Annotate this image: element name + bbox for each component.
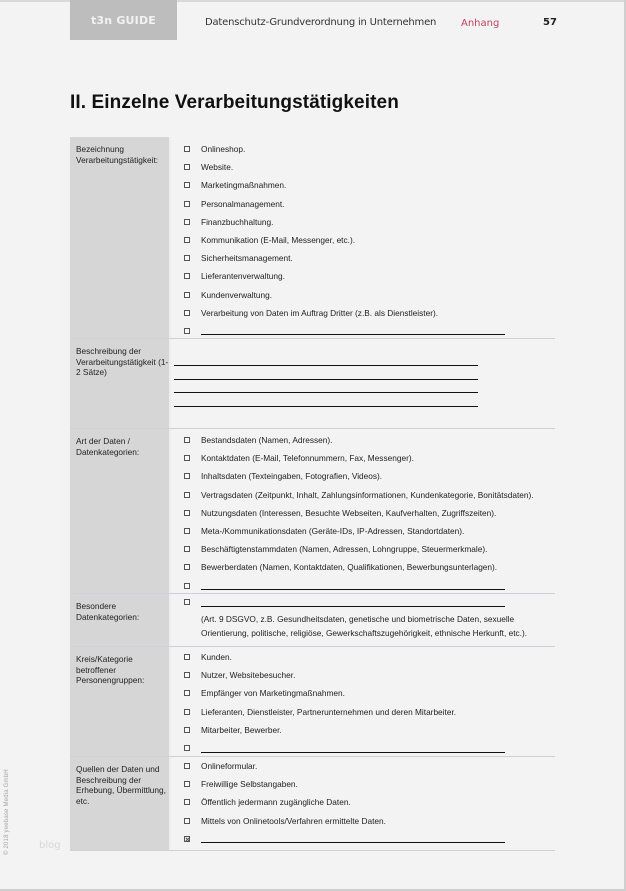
copyright-notice: © 2018 yeebase Media GmbH: [4, 769, 10, 855]
checkbox-option-other[interactable]: [184, 830, 555, 848]
checkbox-icon[interactable]: [184, 164, 190, 170]
checkbox-icon[interactable]: [184, 292, 190, 298]
form-row-besondere-datenkategorien: [70, 594, 555, 647]
fill-in-line[interactable]: [201, 606, 505, 607]
processing-activity-form: [70, 137, 555, 851]
option-label: Empfänger von Marketingmaßnahmen.: [201, 688, 345, 699]
running-header-title: Datenschutz-Grundverordnung in Unternehmen: [205, 17, 437, 28]
fill-in-line[interactable]: [174, 406, 478, 407]
form-row-datenkategorien: [70, 429, 555, 594]
checkbox-checked-icon[interactable]: [184, 836, 190, 842]
fill-in-line[interactable]: [201, 842, 505, 843]
option-label: Onlineshop.: [201, 144, 246, 155]
checkbox-option[interactable]: [184, 231, 555, 249]
checkbox-icon[interactable]: [184, 473, 190, 479]
checkbox-option[interactable]: [184, 486, 555, 504]
checkbox-icon[interactable]: [184, 455, 190, 461]
option-label: Beschäftigtenstammdaten (Namen, Adressen, Lohngruppe, Steuermerkmale).: [201, 544, 488, 555]
checkbox-icon[interactable]: [184, 546, 190, 552]
option-label: Kommunikation (E-Mail, Messenger, etc.).: [201, 235, 356, 246]
option-label: Mitarbeiter, Bewerber.: [201, 724, 282, 735]
option-label: Sicherheitsmanagement.: [201, 253, 293, 264]
option-label: Verarbeitung von Daten im Auftrag Dritter (z.B. als Dienstleister).: [201, 307, 439, 318]
option-label: Personalmanagement.: [201, 198, 285, 209]
checkbox-option[interactable]: [184, 648, 555, 666]
checkbox-option[interactable]: [184, 140, 555, 158]
checkbox-option[interactable]: [184, 666, 555, 684]
checkbox-option[interactable]: [184, 213, 555, 231]
checkbox-icon[interactable]: [184, 763, 190, 769]
watermark: blog: [39, 840, 61, 851]
checkbox-icon[interactable]: [184, 201, 190, 207]
page-title: II. Einzelne Verarbeitungstätigkeiten: [70, 92, 399, 113]
checkbox-icon[interactable]: [184, 690, 190, 696]
checkbox-option[interactable]: [184, 522, 555, 540]
checkbox-icon[interactable]: [184, 237, 190, 243]
checkbox-option[interactable]: [184, 775, 555, 793]
checkbox-option-other[interactable]: [184, 739, 555, 757]
option-label: Freiwillige Selbstangaben.: [201, 779, 298, 790]
option-label: Website.: [201, 162, 234, 173]
description-lines[interactable]: [169, 339, 555, 428]
running-header-section: Anhang: [461, 18, 500, 29]
row-content: [169, 757, 555, 850]
option-label: Finanzbuchhaltung.: [201, 216, 274, 227]
checkbox-icon[interactable]: [184, 146, 190, 152]
checkbox-icon[interactable]: [184, 437, 190, 443]
option-label: Inhaltsdaten (Texteingaben, Fotografien, Videos).: [201, 471, 383, 482]
checkbox-icon[interactable]: [184, 492, 190, 498]
checkbox-option[interactable]: [184, 431, 555, 449]
row-content: [169, 594, 555, 646]
option-label: Öffentlich jedermann zugängliche Daten.: [201, 797, 351, 808]
option-label: Bewerberdaten (Namen, Kontaktdaten, Qualifikationen, Bewerbungsunterlagen).: [201, 562, 498, 573]
fill-in-line[interactable]: [174, 365, 478, 366]
checkbox-icon[interactable]: [184, 219, 190, 225]
checkbox-icon[interactable]: [184, 672, 190, 678]
option-label: Nutzer, Websitebesucher.: [201, 670, 296, 681]
option-label: Onlineformular.: [201, 761, 258, 772]
checkbox-icon[interactable]: [184, 818, 190, 824]
checkbox-option[interactable]: [184, 158, 555, 176]
form-row-quellen: [70, 757, 555, 851]
checkbox-icon[interactable]: [184, 310, 190, 316]
checkbox-option[interactable]: [184, 558, 555, 576]
option-label: Marketingmaßnahmen.: [201, 180, 287, 191]
form-row-beschreibung: [70, 339, 555, 429]
checkbox-option-other[interactable]: [184, 322, 555, 340]
option-label: Bestandsdaten (Namen, Adressen).: [201, 435, 333, 446]
page-number: 57: [543, 17, 557, 28]
checkbox-icon[interactable]: [184, 599, 190, 605]
checkbox-icon[interactable]: [184, 182, 190, 188]
option-label: Vertragsdaten (Zeitpunkt, Inhalt, Zahlungsinformationen, Kundenkategorie, Bonitätsdaten).: [201, 489, 534, 500]
row-label: Kreis/Kategorie betroffener Personengruppen:: [70, 647, 169, 756]
checkbox-icon[interactable]: [184, 528, 190, 534]
checkbox-option[interactable]: [184, 757, 555, 775]
option-label: Nutzungsdaten (Interessen, Besuchte Webseiten, Kaufverhalten, Zugriffszeiten).: [201, 507, 497, 518]
option-label: Meta-/Kommunikationsdaten (Geräte-IDs, IP-Adressen, Standortdaten).: [201, 526, 465, 537]
row-label: Bezeichnung Verarbeitungstätigkeit:: [70, 137, 169, 338]
checkbox-option[interactable]: [184, 449, 555, 467]
checkbox-icon[interactable]: [184, 273, 190, 279]
checkbox-icon[interactable]: [184, 781, 190, 787]
row-content: [169, 137, 555, 338]
row-label: Beschreibung der Verarbeitungstätigkeit (1-2 Sätze): [70, 339, 169, 428]
option-label: Lieferanten, Dienstleister, Partnerunternehmen und deren Mitarbeiter.: [201, 706, 457, 717]
checkbox-option[interactable]: [184, 721, 555, 739]
row-label: Quellen der Daten und Beschreibung der Erhebung, Übermittlung, etc.: [70, 757, 169, 850]
checkbox-icon[interactable]: [184, 709, 190, 715]
checkbox-icon[interactable]: [184, 328, 190, 334]
fill-in-line[interactable]: [201, 752, 505, 753]
checkbox-option[interactable]: [184, 176, 555, 194]
checkbox-icon[interactable]: [184, 654, 190, 660]
checkbox-icon[interactable]: [184, 564, 190, 570]
checkbox-option[interactable]: [184, 286, 555, 304]
checkbox-icon[interactable]: [184, 727, 190, 733]
fill-in-line[interactable]: [201, 589, 505, 590]
special-categories-note: (Art. 9 DSGVO, z.B. Gesundheitsdaten, genetische und biometrische Daten, sexuelle Orientierung, politische, religiöse, Gewerkschaftszugehörigkeit, ethnische Herkunft, etc.).: [201, 614, 528, 638]
row-content: [169, 429, 555, 593]
checkbox-icon[interactable]: [184, 583, 190, 589]
checkbox-option-other[interactable]: [184, 577, 555, 595]
fill-in-line[interactable]: [174, 392, 478, 393]
brand-tab: t3n GUIDE: [70, 0, 177, 40]
checkbox-icon[interactable]: [184, 799, 190, 805]
row-label: Besondere Datenkategorien:: [70, 594, 169, 646]
option-label: Kundenverwaltung.: [201, 289, 273, 300]
checkbox-option[interactable]: [184, 812, 555, 830]
checkbox-option[interactable]: [184, 195, 555, 213]
checkbox-option[interactable]: [184, 540, 555, 558]
option-label: Lieferantenverwaltung.: [201, 271, 285, 282]
row-label: Art der Daten / Datenkategorien:: [70, 429, 169, 593]
option-label: Kontaktdaten (E-Mail, Telefonnummern, Fax, Messenger).: [201, 453, 414, 464]
checkbox-icon[interactable]: [184, 745, 190, 751]
checkbox-option-other[interactable]: [184, 594, 555, 610]
checkbox-option[interactable]: [184, 467, 555, 485]
form-row-bezeichnung: [70, 137, 555, 339]
option-label: Kunden.: [201, 652, 232, 663]
fill-in-line[interactable]: [201, 334, 505, 335]
checkbox-option[interactable]: [184, 249, 555, 267]
checkbox-option[interactable]: [184, 504, 555, 522]
checkbox-option[interactable]: [184, 793, 555, 811]
row-content: [169, 647, 555, 756]
fill-in-line[interactable]: [174, 379, 478, 380]
checkbox-option[interactable]: [184, 304, 555, 322]
option-label: Mittels von Onlinetools/Verfahren ermittelte Daten.: [201, 815, 386, 826]
checkbox-option[interactable]: [184, 703, 555, 721]
checkbox-option[interactable]: [184, 684, 555, 702]
form-row-personengruppen: [70, 647, 555, 757]
checkbox-icon[interactable]: [184, 255, 190, 261]
checkbox-icon[interactable]: [184, 510, 190, 516]
checkbox-option[interactable]: [184, 267, 555, 285]
